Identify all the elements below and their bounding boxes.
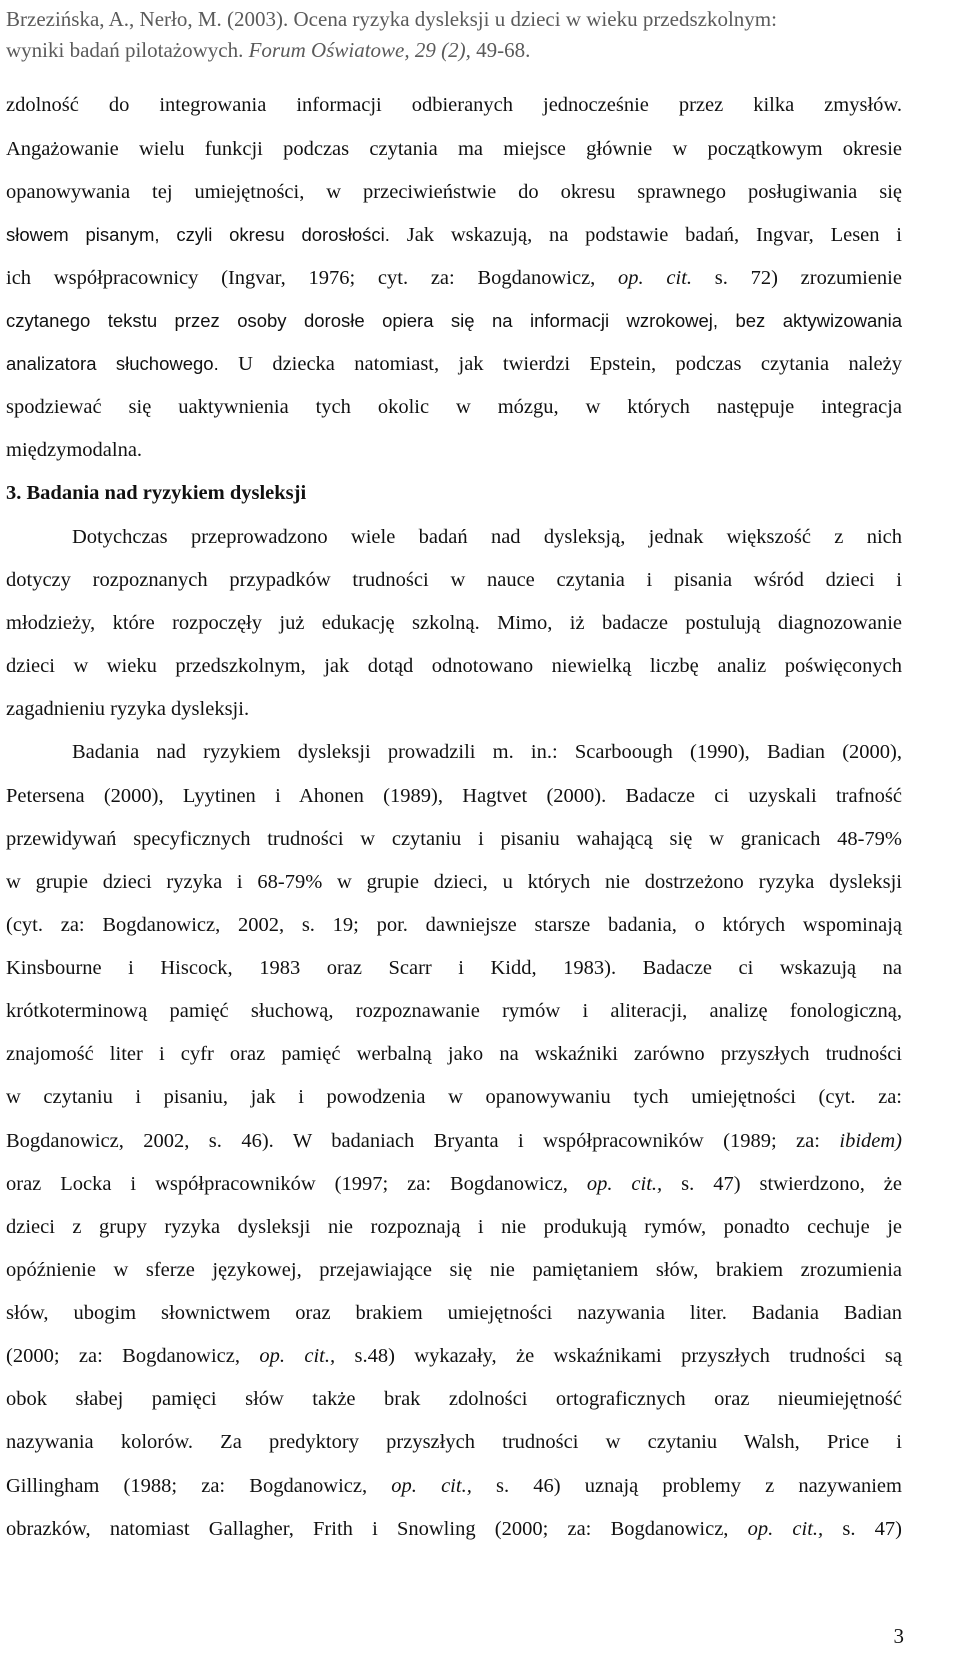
paragraph-line bbox=[6, 349, 902, 379]
paragraph-line: przewidywań specyficznych trudności w czytaniu i pisaniu wahającą się w granicach 48-79% bbox=[6, 828, 902, 850]
paragraph-line: krótkoterminową pamięć słuchową, rozpoznawanie rymów i aliteracji, analizę fonologiczną, bbox=[6, 1000, 902, 1022]
text-run: słowem pisanym, czyli okresu dorosłości. bbox=[6, 224, 407, 245]
paragraph-line: Badania nad ryzykiem dysleksji prowadzili m. in.: Scarboough (1990), Badian (2000), bbox=[72, 741, 902, 763]
paragraph-line: zdolność do integrowania informacji odbieranych jednocześnie przez kilka zmysłów. bbox=[6, 94, 902, 116]
citation-journal: Forum Oświatowe, 29 (2), bbox=[248, 38, 471, 62]
paragraph-line bbox=[6, 1514, 902, 1544]
paragraph-line: obok słabej pamięci słów także brak zdolności ortograficznych oraz nieumiejętność bbox=[6, 1388, 902, 1410]
paragraph-line: znajomość liter i cyfr oraz pamięć werbalną jako na wskaźniki zarówno przyszłych trudności bbox=[6, 1043, 902, 1065]
paragraph-line: zagadnieniu ryzyka dysleksji. bbox=[6, 698, 250, 720]
paragraph-line: dotyczy rozpoznanych przypadków trudności w nauce czytania i pisania wśród dzieci i bbox=[6, 569, 902, 591]
paragraph-line bbox=[6, 1341, 902, 1371]
text-run: Jak wskazują, na podstawie badań, Ingvar, Lesen i bbox=[406, 224, 903, 246]
paragraph-line bbox=[6, 220, 902, 250]
paragraph-line: w grupie dzieci ryzyka i 68-79% w grupie dzieci, u których nie dostrzeżono ryzyka dysleksji bbox=[6, 871, 902, 893]
paragraph-line: Petersena (2000), Lyytinen i Ahonen (1989), Hagtvet (2000). Badacze ci uzyskali trafność bbox=[6, 785, 902, 807]
paragraph-line: w czytaniu i pisaniu, jak i powodzenia w opanowywaniu tych umiejętności (cyt. za: bbox=[6, 1086, 902, 1108]
citation-pages: 49-68. bbox=[470, 38, 531, 62]
text-run: oraz Locka i współpracowników (1997; za: Bogdanowicz, bbox=[6, 1173, 587, 1195]
paragraph-line bbox=[6, 1169, 902, 1199]
text-run-italic: op. cit., bbox=[586, 1173, 663, 1195]
paragraph-line bbox=[6, 1471, 902, 1501]
citation-line-1: Brzezińska, A., Nerło, M. (2003). Ocena ryzyka dysleksji u dzieci w wieku przedszkolnym: bbox=[6, 7, 777, 31]
text-run: analizatora słuchowego. bbox=[6, 353, 239, 374]
text-run: s. 47) stwierdzono, że bbox=[662, 1173, 902, 1195]
text-run: s. 46) uznają problemy z nazywaniem bbox=[471, 1475, 902, 1497]
paragraph-line: Angażowanie wielu funkcji podczas czytania ma miejsce głównie w początkowym okresie bbox=[6, 138, 902, 160]
text-run: Gillingham (1988; za: Bogdanowicz, bbox=[6, 1475, 392, 1497]
page-number: 3 bbox=[893, 1624, 904, 1648]
paragraph-line bbox=[6, 1126, 902, 1156]
paragraph-line: (cyt. za: Bogdanowicz, 2002, s. 19; por. dawniejsze starsze badania, o których wspominają bbox=[6, 914, 902, 936]
text-run: s. 72) zrozumienie bbox=[692, 267, 902, 289]
text-run-italic: ibidem) bbox=[839, 1130, 902, 1152]
paragraph-line: dzieci w wieku przedszkolnym, jak dotąd odnotowano niewielką liczbę analiz poświęconych bbox=[6, 655, 902, 677]
text-run-italic: op. cit., bbox=[391, 1475, 472, 1497]
text-run-italic: op. cit., bbox=[747, 1518, 824, 1540]
paragraph-line: młodzieży, które rozpoczęły już edukację szkolną. Mimo, iż badacze postulują diagnozowanie bbox=[6, 612, 902, 634]
text-run: (2000; za: Bogdanowicz, bbox=[6, 1345, 260, 1367]
paragraph-line: dzieci z grupy ryzyka dysleksji nie rozpoznają i nie produkują rymów, ponadto cechuje je bbox=[6, 1216, 902, 1238]
text-run-italic: op. cit., bbox=[259, 1345, 336, 1367]
text-run: U dziecka natomiast, jak twierdzi Epstein, podczas czytania należy bbox=[238, 353, 902, 375]
text-run: ich współpracownicy (Ingvar, 1976; cyt. za: Bogdanowicz, bbox=[6, 267, 619, 289]
paragraph-line: międzymodalna. bbox=[6, 439, 143, 461]
paragraph-line bbox=[6, 263, 902, 293]
paragraph-line: słów, ubogim słownictwem oraz brakiem umiejętności nazywania liter. Badania Badian bbox=[6, 1302, 902, 1324]
paragraph-line: spodziewać się uaktywnienia tych okolic w mózgu, w których następuje integracja bbox=[6, 396, 902, 418]
text-run: s. 47) bbox=[823, 1518, 902, 1540]
text-run: s.48) wykazały, że wskaźnikami przyszłych trudności są bbox=[335, 1345, 902, 1367]
paragraph-line: opóźnienie w sferze językowej, przejawiające się nie pamiętaniem słów, brakiem zrozumienia bbox=[6, 1259, 902, 1281]
paragraph-line: opanowywania tej umiejętności, w przeciwieństwie do okresu sprawnego posługiwania się bbox=[6, 181, 902, 203]
citation-authors-tail: wyniki badań pilotażowych. bbox=[6, 38, 249, 62]
section-heading: 3. Badania nad ryzykiem dysleksji bbox=[6, 482, 307, 504]
citation-line-2 bbox=[6, 35, 906, 66]
citation-header bbox=[6, 4, 906, 66]
paragraph-line: Kinsbourne i Hiscock, 1983 oraz Scarr i Kidd, 1983). Badacze ci wskazują na bbox=[6, 957, 902, 979]
paragraph-line: nazywania kolorów. Za predyktory przyszłych trudności w czytaniu Walsh, Price i bbox=[6, 1431, 902, 1453]
text-run: obrazków, natomiast Gallagher, Frith i Snowling (2000; za: Bogdanowicz, bbox=[6, 1518, 748, 1540]
text-run-italic: op. cit. bbox=[618, 267, 693, 289]
paragraph-line: czytanego tekstu przez osoby dorosłe opiera się na informacji wzrokowej, bez aktywizowania bbox=[6, 310, 902, 331]
paragraph-line: Dotychczas przeprowadzono wiele badań nad dysleksją, jednak większość z nich bbox=[72, 526, 902, 548]
text-run: Bogdanowicz, 2002, s. 46). W badaniach Bryanta i współpracowników (1989; za: bbox=[6, 1130, 840, 1152]
